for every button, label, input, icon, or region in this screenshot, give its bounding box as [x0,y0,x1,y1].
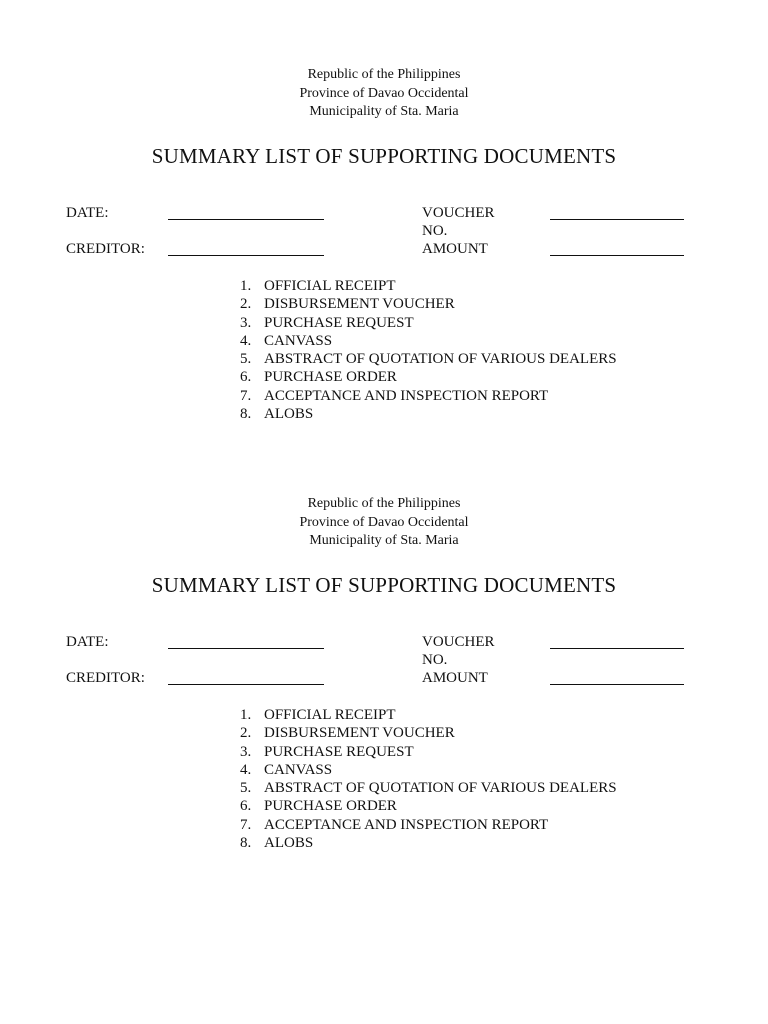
date-blank[interactable] [168,633,324,649]
list-item: 1. OFFICIAL RECEIPT [240,278,396,294]
voucher-label: VOUCHER NO. [422,634,495,668]
list-item: 7. ACCEPTANCE AND INSPECTION REPORT [240,387,549,404]
date-label: DATE: [66,205,109,221]
list-item: 5. ABSTRACT OF QUOTATION OF VARIOUS DEALERS [240,351,617,368]
header-province: Province of Davao Occidental [299,85,469,101]
creditor-blank[interactable] [168,240,324,256]
voucher-blank[interactable] [550,633,684,649]
amount-label: AMOUNT [422,241,488,257]
creditor-label: CREDITOR: [66,670,145,686]
list-item: 2. DISBURSEMENT VOUCHER [240,296,455,313]
date-blank[interactable] [168,204,324,220]
list-item: 4. CANVASS [240,761,333,778]
form-title: SUMMARY LIST OF SUPPORTING DOCUMENTS [151,143,617,168]
voucher-label: VOUCHER NO. [422,205,495,239]
list-item: 7. ACCEPTANCE AND INSPECTION REPORT [240,816,549,833]
amount-blank[interactable] [550,669,684,685]
document-list [240,277,617,423]
document-list [240,706,617,852]
letterhead [0,66,768,122]
summary-form-1 [0,66,768,423]
letterhead [0,495,768,551]
header-municipality: Municipality of Sta. Maria [309,533,459,548]
list-item: 6. PURCHASE ORDER [240,369,397,386]
header-province: Province of Davao Occidental [299,514,469,530]
list-item: 1. OFFICIAL RECEIPT [240,707,396,723]
header-republic: Republic of the Philippines [307,496,461,511]
header-republic: Republic of the Philippines [307,67,461,82]
list-item: 6. PURCHASE ORDER [240,798,397,815]
list-item: 8. ALOBS [240,406,314,423]
list-item: 3. PURCHASE REQUEST [240,314,414,331]
list-item: 2. DISBURSEMENT VOUCHER [240,725,455,742]
date-label: DATE: [66,634,109,650]
amount-blank[interactable] [550,240,684,256]
creditor-label: CREDITOR: [66,241,145,257]
list-item: 5. ABSTRACT OF QUOTATION OF VARIOUS DEALERS [240,780,617,797]
voucher-blank[interactable] [550,204,684,220]
form-title: SUMMARY LIST OF SUPPORTING DOCUMENTS [151,572,617,597]
list-item: 3. PURCHASE REQUEST [240,743,414,760]
list-item: 4. CANVASS [240,332,333,349]
summary-form-2 [0,495,768,852]
creditor-blank[interactable] [168,669,324,685]
amount-label: AMOUNT [422,670,488,686]
header-municipality: Municipality of Sta. Maria [309,104,459,119]
list-item: 8. ALOBS [240,835,314,852]
